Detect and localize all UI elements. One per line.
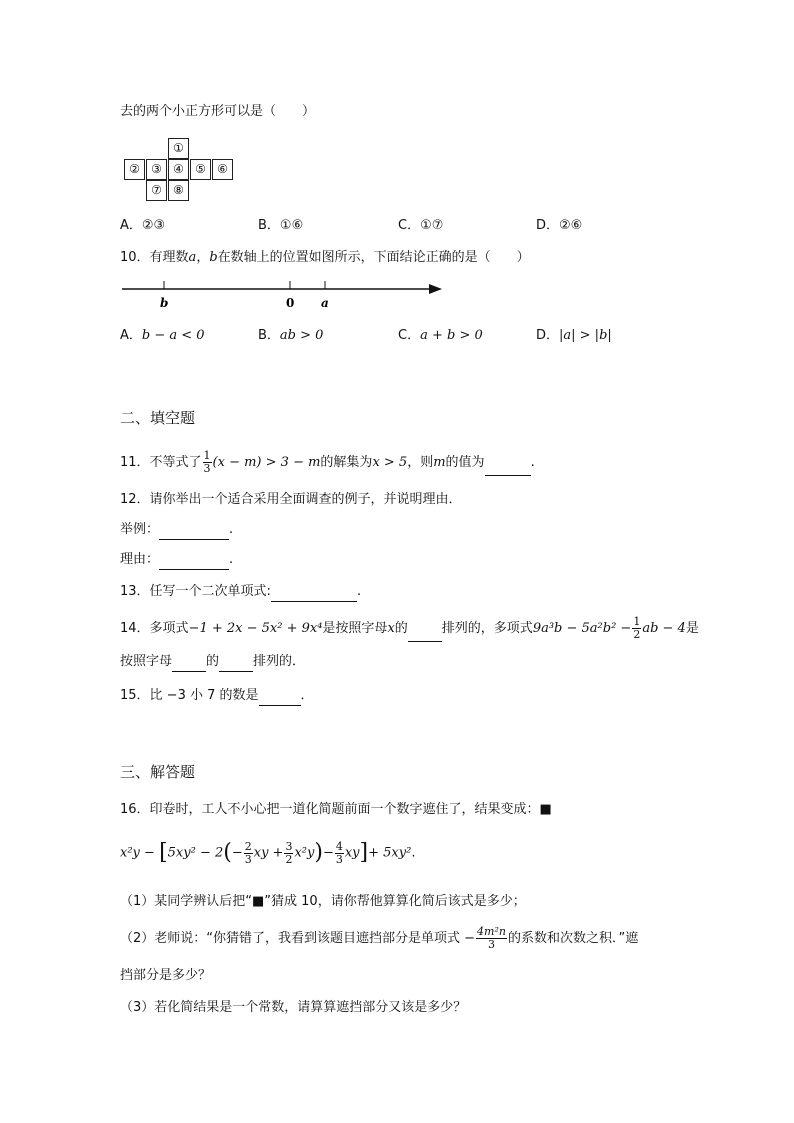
q10-stem: 10．有理数a，b在数轴上的位置如图所示，下面结论正确的是（ ） xyxy=(120,250,530,265)
q12-example-row: 举例： . xyxy=(120,520,233,540)
q16-stem: 16．印卷时，工人不小心把一道化简题前面一个数字遮住了，结果变成：■ xyxy=(120,802,552,817)
q14-fraction: $\frac{1}{2}$ xyxy=(633,615,641,641)
q9-stem-tail: 去的两个小正方形可以是（ ） xyxy=(120,104,316,119)
label-a: a xyxy=(321,296,329,310)
q12-example-blank[interactable] xyxy=(159,525,229,540)
net-cell-4: ④ xyxy=(168,159,189,180)
q14-blank-1[interactable] xyxy=(408,627,442,642)
q16-frac-1: $\frac{2}{3}$ xyxy=(244,839,252,866)
net-cell-3: ③ xyxy=(146,159,167,180)
q16-part2-fraction: $\frac{\text{4m²n}}{3}$ xyxy=(477,925,506,951)
q16-frac-3: $\frac{4}{3}$ xyxy=(335,839,343,866)
q14-line2: 按照字母 的 排列的． xyxy=(120,652,305,672)
number-line xyxy=(120,276,445,312)
q10-option-d: D．|a| > |b| xyxy=(536,328,612,343)
q11-stem: 11．不等式了 $\frac{1}{3}$ (x − m) > 3 − m的解集为x > 5，则m的值为 . xyxy=(120,449,535,475)
q9-option-a: A．②③ xyxy=(120,218,166,233)
net-cell-6: ⑥ xyxy=(212,159,233,180)
net-cell-8: ⑧ xyxy=(168,180,189,201)
q16-part2-line1: （2）老师说：“你猜错了，我看到该题目遮挡部分是单项式 − $\frac{\text{4m²n}}{3}$ 的系数和次数之积．”遮 xyxy=(120,925,639,951)
q14-blank-2[interactable] xyxy=(172,657,206,672)
net-cell-2: ② xyxy=(124,159,145,180)
q13-answer-blank[interactable] xyxy=(271,587,357,602)
q12-stem: 12．请你举出一个适合采用全面调查的例子，并说明理由． xyxy=(120,492,462,507)
q10-option-c: C．a + b > 0 xyxy=(398,328,483,343)
q13-stem: 13．任写一个二次单项式: . xyxy=(120,582,361,602)
q9-option-c: C．①⑦ xyxy=(398,218,444,233)
section-solve-title: 三、解答题 xyxy=(120,763,196,781)
q16-part1: （1）某同学辨认后把“■”猜成 10，请你帮他算算化简后该式是多少； xyxy=(120,894,526,909)
section-fill-in-title: 二、填空题 xyxy=(120,409,196,427)
q16-part3: （3）若化简结果是一个常数，请算算遮挡部分又该是多少？ xyxy=(120,1000,467,1015)
q11-fraction: $\frac{1}{3}$ xyxy=(203,449,211,475)
net-cell-5: ⑤ xyxy=(190,159,211,180)
net-cell-7: ⑦ xyxy=(146,180,167,201)
number-line-arrow xyxy=(429,284,442,294)
q16-part2-line2: 挡部分是多少？ xyxy=(120,968,212,983)
q12-reason-blank[interactable] xyxy=(159,555,229,570)
q16-frac-2: $\frac{3}{2}$ xyxy=(285,839,293,866)
q9-option-d: D．②⑥ xyxy=(536,218,583,233)
q12-reason-row: 理由： . xyxy=(120,550,233,570)
label-b: b xyxy=(160,296,169,310)
q10-option-a: A．b − a < 0 xyxy=(120,328,205,343)
q11-answer-blank[interactable] xyxy=(485,461,531,476)
q10-option-b: B．ab > 0 xyxy=(258,328,324,343)
q15-stem: 15．比 −3 小 7 的数是 ． xyxy=(120,686,314,706)
net-cell-1: ① xyxy=(168,138,189,159)
q14-blank-3[interactable] xyxy=(219,657,253,672)
q14-line1: 14．多项式−1 + 2x − 5x² + 9x⁴是按照字母x的 排列的，多项式9a³b − 5a²b² − $\frac{1}{2}$ ab − 4是 xyxy=(120,615,699,641)
q16-expression: x²y − [5xy² − 2(− $\frac{2}{3}$ xy + $\frac{3}{2}$ x²y)− $\frac{4}{3}$ xy]+ 5xy². xyxy=(120,839,416,866)
label-zero: 0 xyxy=(286,296,295,310)
cube-net-figure xyxy=(124,138,236,202)
q9-option-b: B．①⑥ xyxy=(258,218,304,233)
q15-answer-blank[interactable] xyxy=(259,691,301,706)
